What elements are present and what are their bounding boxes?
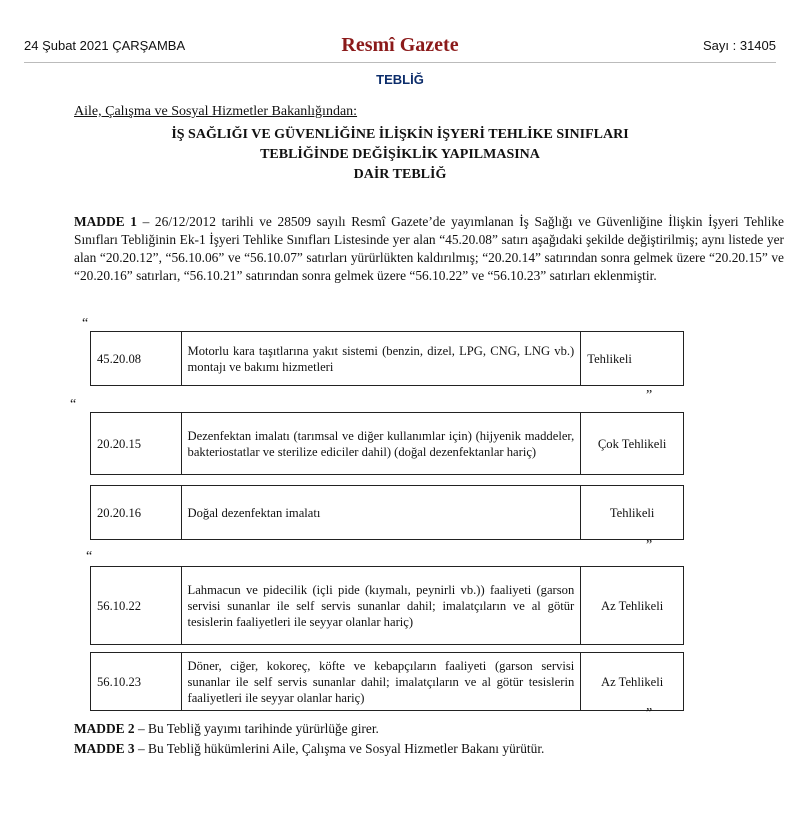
open-quote: “ xyxy=(86,549,93,564)
table-row xyxy=(90,652,684,711)
gazette-title: Resmî Gazete xyxy=(341,34,459,56)
title-line: İŞ SAĞLIĞI VE GÜVENLİĞİNE İLİŞKİN İŞYERİ TEHLİKE SINIFLARI xyxy=(171,127,629,142)
row-hazard-class: Az Tehlikeli xyxy=(581,653,684,711)
row-description: Dezenfektan imalatı (tarımsal ve diğer kullanımlar için) (hijyenik maddeler, bakteriostatlar ve sterilize ediciler dahil) (doğal dezenfektanlar hariç) xyxy=(181,413,581,475)
row-hazard-class: Az Tehlikeli xyxy=(581,567,684,645)
article-3-label: MADDE 3 xyxy=(74,741,135,756)
row-code: 20.20.16 xyxy=(91,486,182,540)
title-line: TEBLİĞİNDE DEĞİŞİKLİK YAPILMASINA xyxy=(260,147,540,162)
title-line: DAİR TEBLİĞ xyxy=(353,167,447,182)
row-code: 56.10.23 xyxy=(91,653,182,711)
table-row xyxy=(90,412,684,475)
row-code: 45.20.08 xyxy=(91,332,182,386)
row-description: Motorlu kara taşıtlarına yakıt sistemi (benzin, dizel, LPG, CNG, LNG vb.) montajı ve bakımı hizmetleri xyxy=(181,332,581,386)
ministry-line: Aile, Çalışma ve Sosyal Hizmetler Bakanlığından: xyxy=(74,104,358,119)
open-quote: “ xyxy=(70,397,77,412)
article-3 xyxy=(74,741,544,757)
article-3-text: – Bu Tebliğ hükümlerini Aile, Çalışma ve Sosyal Hizmetler Bakanı yürütür. xyxy=(134,741,545,756)
header-divider xyxy=(24,62,776,63)
article-1 xyxy=(74,213,784,285)
gazette-header xyxy=(0,0,800,62)
row-hazard-class: Çok Tehlikeli xyxy=(581,413,684,475)
close-quote: ” xyxy=(646,538,653,553)
table-row xyxy=(90,566,684,645)
article-2-label: MADDE 2 xyxy=(74,721,135,736)
row-hazard-class: Tehlikeli xyxy=(581,332,684,386)
row-code: 20.20.15 xyxy=(91,413,182,475)
document-title xyxy=(0,125,800,185)
issue-date: 24 Şubat 2021 ÇARŞAMBA xyxy=(24,38,186,53)
table-row xyxy=(90,331,684,386)
article-1-label: MADDE 1 xyxy=(74,214,137,229)
row-hazard-class: Tehlikeli xyxy=(581,486,684,540)
row-description: Döner, ciğer, kokoreç, köfte ve kebapçıların faaliyeti (garson servisi sunanlar ile self servis sunanlar dahil; imalatçıların ve al götür tesislerin faaliyetleri ile seyyar olanlar hariç) xyxy=(181,653,581,711)
row-code: 56.10.22 xyxy=(91,567,182,645)
issue-number: Sayı : 31405 xyxy=(703,38,776,53)
section-heading: TEBLİĞ xyxy=(376,72,424,87)
close-quote: ” xyxy=(646,388,653,403)
row-description: Lahmacun ve pidecilik (içli pide (kıymalı, peynirli vb.)) faaliyeti (garson servisi sunanlar ile self servis sunanlar dahil; imalatçıların ve al götür tesislerin faaliyetleri ile seyyar olanlar hariç) xyxy=(181,567,581,645)
article-1-text: – 26/12/2012 tarihli ve 28509 sayılı Resmî Gazete’de yayımlanan İş Sağlığı ve Güvenliğine İlişkin İşyeri Tehlike Sınıfları Tebliğinin Ek-1 İşyeri Tehlike Sınıfları Listesinde yer alan “45.20.08” satırı aşağıdaki şekilde değiştirilmiş; aynı listede yer alan “20.20.12”, “56.10.06” ve “56.10.07” satırları yürürlükten kaldırılmış; “20.20.14” satırından sonra gelmek üzere “20.20.15” ve “20.20.16” satırları, “56.10.21” satırından sonra gelmek üzere “56.10.22” ve “56.10.23” satırları eklenmiştir. xyxy=(74,214,785,283)
article-2 xyxy=(74,721,379,737)
table-row xyxy=(90,485,684,540)
article-2-text: – Bu Tebliğ yayımı tarihinde yürürlüğe girer. xyxy=(134,721,379,736)
open-quote: “ xyxy=(82,316,89,331)
row-description: Doğal dezenfektan imalatı xyxy=(181,486,581,540)
close-quote: ” xyxy=(646,706,653,721)
